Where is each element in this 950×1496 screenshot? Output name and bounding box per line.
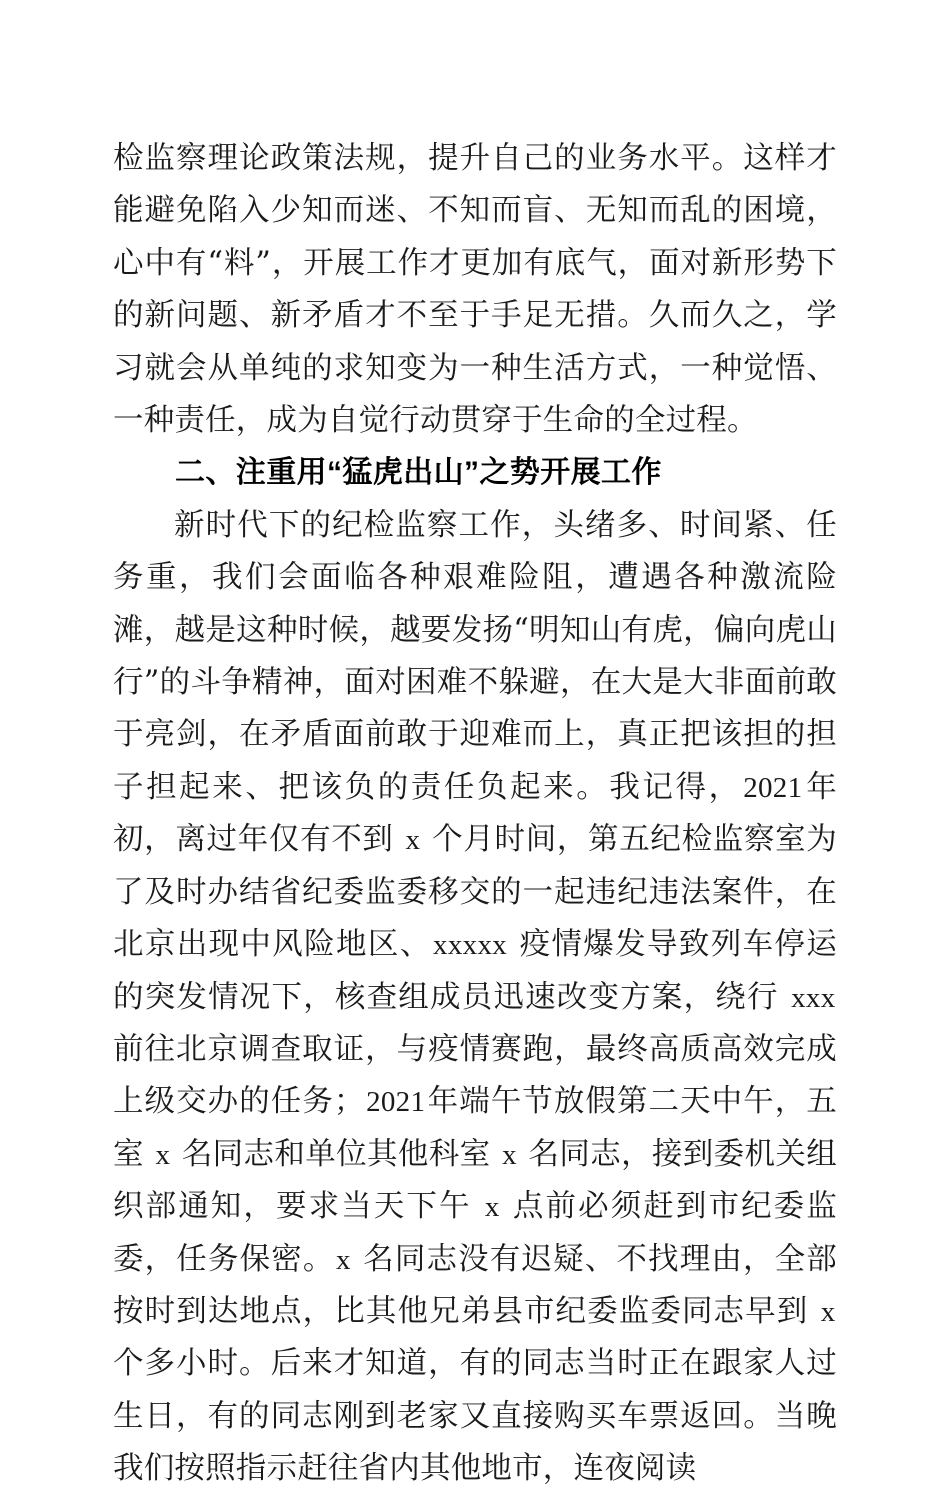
section-heading-two: 二、注重用“猛虎出山”之势开展工作 — [175, 456, 662, 490]
latin-run: x — [484, 1191, 500, 1224]
latin-run: x — [820, 1295, 836, 1328]
page-content-column — [113, 133, 837, 1496]
latin-run: 2021 — [743, 771, 803, 804]
latin-run: 2021 — [366, 1086, 426, 1119]
body-paragraph-section-two: 新时代下的纪检监察工作，头绪多、时间紧、任务重，我们会面临各种艰难险阻，遭遇各种激流险滩，越是这种时候，越要发扬“明知山有虎，偏向虎山行”的斗争精神，面对困难不躲避，在大是大非面前敢于亮剑，在矛盾面前敢于迎难而上，真正把该担的担子担起来、把该负的责任负起来。我记得，2021年初，离过年仅有不到 x 个月时间，第五纪检监察室为了及时办结省纪委监委移交的一起违纪违法案件，在北京出现中风险地区、xxxxx 疫情爆发导致列车停运的突发情况下，核查组成员迅速改变方案，绕行 xxx 前往北京调查取证，与疫情赛跑，最终高质高效完成上级交办的任务；2021年端午节放假第二天中午，五室 x 名同志和单位其他科室 x 名同志，接到委机关组织部通知，要求当天下午 x 点前必须赶到市纪委监委，任务保密。x 名同志没有迟疑、不找理由，全部按时到达地点，比其他兄弟县市纪委监委同志早到 x 个多小时。后来才知道，有的同志当时正在跟家人过生日，有的同志刚到老家又直接购买车票返回。当晚我们按照指示赶往省内其他地市，连夜阅读 — [113, 507, 837, 1487]
latin-run: xxx — [791, 981, 836, 1014]
latin-run: x — [405, 824, 421, 857]
latin-run: x — [502, 1138, 517, 1171]
latin-run: x — [155, 1138, 171, 1171]
body-paragraph-continuation: 检监察理论政策法规，提升自己的业务水平。这样才能避免陷入少知而迷、不知而盲、无知而乱的困境，心中有“料”，开展工作才更加有底气，面对新形势下的新问题、新矛盾才不至于手足无措。久而久之，学习就会从单纯的求知变为一种生活方式，一种觉悟、一种责任，成为自觉行动贯穿于生命的全过程。 — [113, 141, 837, 439]
latin-run: xxxxx — [433, 929, 508, 962]
latin-run: x — [336, 1243, 351, 1276]
